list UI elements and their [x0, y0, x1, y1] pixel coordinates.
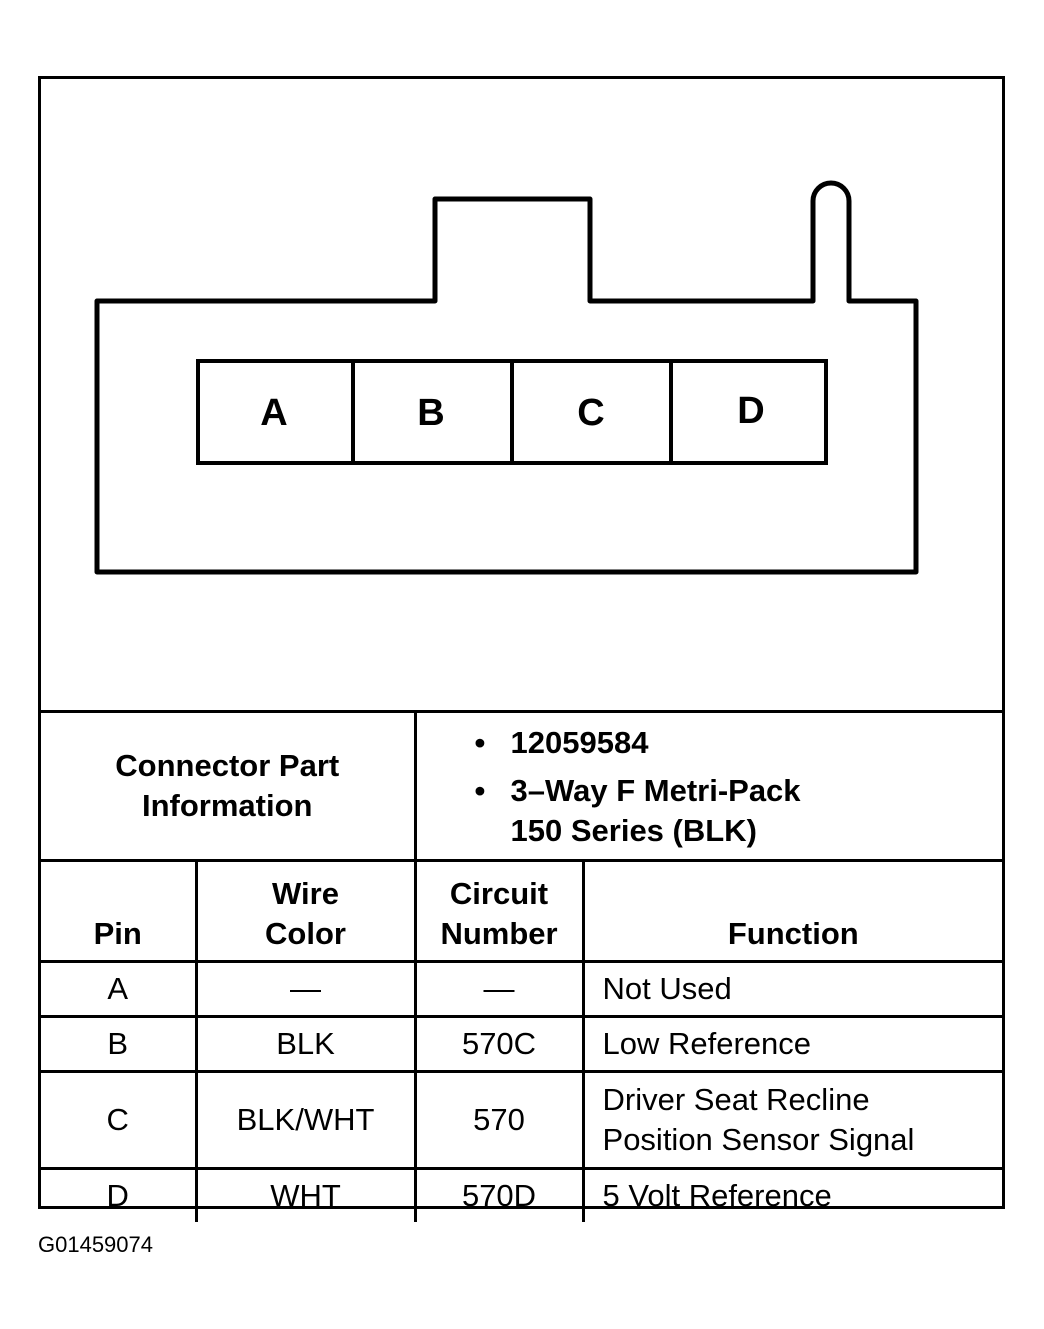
header-function: Function: [583, 861, 1002, 962]
header-circuit-line1: Circuit: [449, 876, 549, 911]
header-wire-color-line1: Wire: [272, 876, 339, 911]
cell-function: 5 Volt Reference: [583, 1169, 1002, 1223]
cell-pin: B: [41, 1017, 196, 1072]
part-info-row: [41, 712, 1002, 861]
cell-circuit: —: [415, 962, 583, 1017]
pin-label-c: C: [577, 392, 605, 434]
part-description: [475, 771, 1003, 851]
cell-wire-color: WHT: [196, 1169, 415, 1223]
cell-function: Not Used: [583, 962, 1002, 1017]
figure-id: G01459074: [38, 1232, 153, 1257]
header-circuit-number: [415, 861, 583, 962]
pin-label-a: A: [260, 392, 288, 434]
header-pin: Pin: [41, 861, 196, 962]
cell-circuit: 570D: [415, 1169, 583, 1223]
part-info-value: [415, 712, 1002, 861]
header-wire-color-line2: Color: [265, 916, 346, 951]
cell-circuit: 570C: [415, 1017, 583, 1072]
cell-function: Low Reference: [583, 1017, 1002, 1072]
table-row: [41, 1072, 1002, 1169]
pin-label-d: D: [737, 390, 765, 432]
part-description-line2: 150 Series (BLK): [510, 813, 757, 848]
cell-wire-color: BLK: [196, 1017, 415, 1072]
connector-info-table: [41, 710, 1002, 1222]
cell-pin: A: [41, 962, 196, 1017]
table-row: [41, 1017, 1002, 1072]
part-number: • 12059584: [475, 723, 1003, 763]
diagram-frame: [38, 76, 1005, 1213]
column-header-row: [41, 861, 1002, 962]
cell-function-line2: Position Sensor Signal: [602, 1122, 915, 1157]
cell-function-line1: Driver Seat Recline: [602, 1082, 870, 1117]
part-info-label-line1: Connector Part: [115, 748, 340, 783]
cell-pin: D: [41, 1169, 196, 1223]
header-wire-color: [196, 861, 415, 962]
cell-function: [583, 1072, 1002, 1169]
cell-wire-color: —: [196, 962, 415, 1017]
part-info-label-line2: Information: [142, 788, 313, 823]
pin-label-b: B: [417, 392, 445, 434]
table-row: [41, 1169, 1002, 1223]
header-circuit-line2: Number: [440, 916, 558, 951]
table-row: [41, 962, 1002, 1017]
cell-circuit: 570: [415, 1072, 583, 1169]
part-description-line1: 3–Way F Metri-Pack: [510, 773, 801, 808]
cell-pin: C: [41, 1072, 196, 1169]
cell-wire-color: BLK/WHT: [196, 1072, 415, 1169]
connector-body: [97, 183, 916, 572]
part-info-label: [41, 712, 415, 861]
connector-face-diagram: [41, 79, 1002, 710]
